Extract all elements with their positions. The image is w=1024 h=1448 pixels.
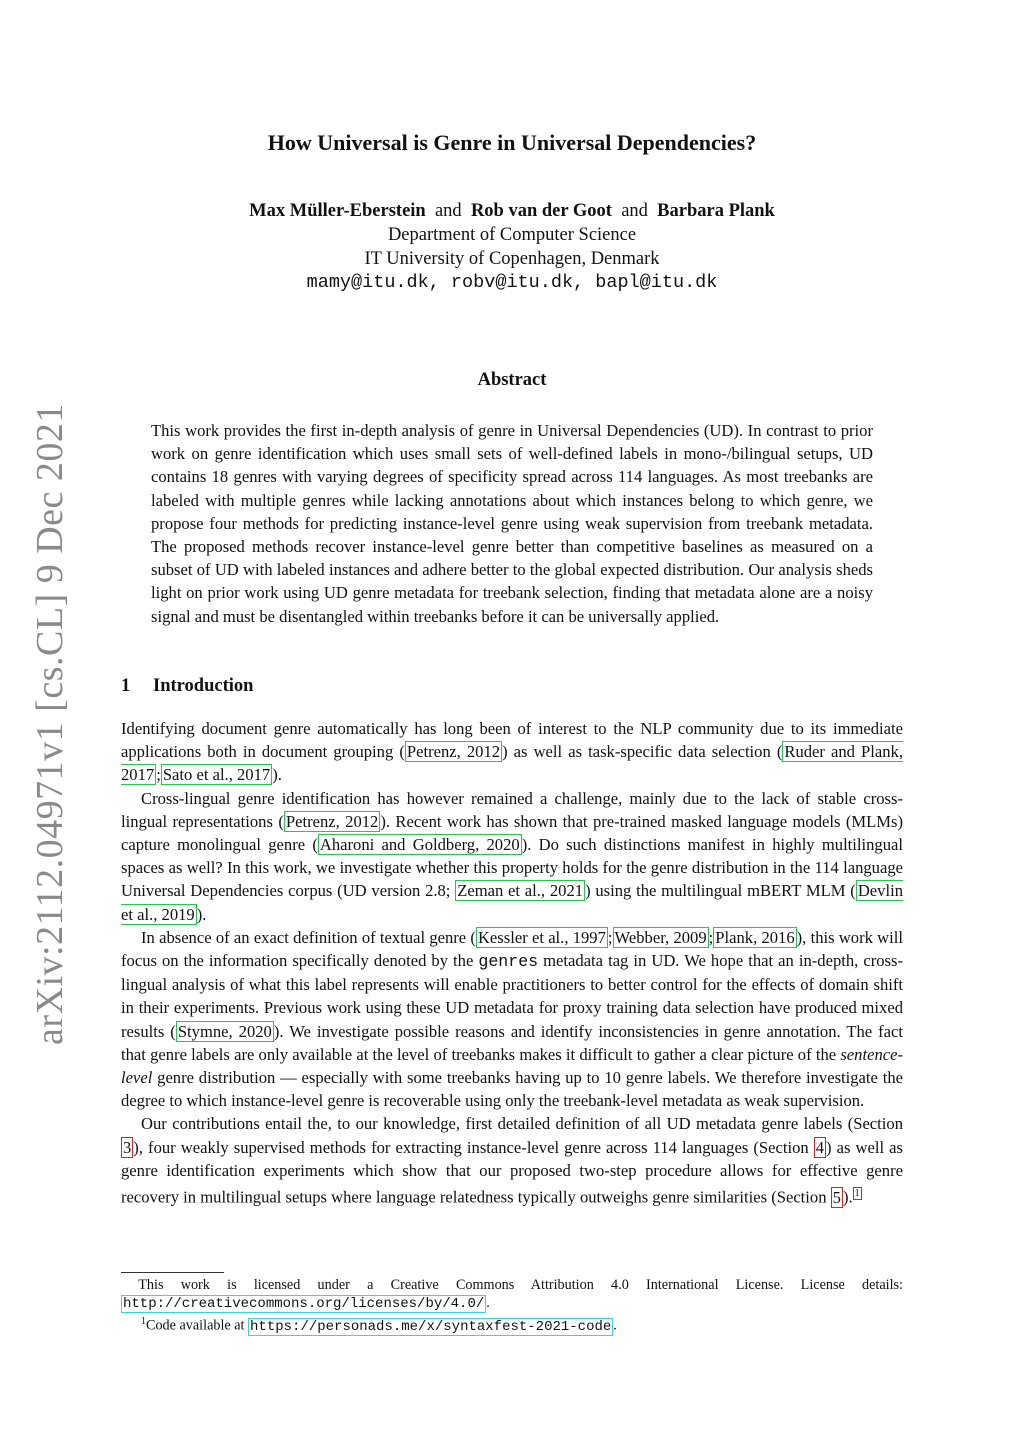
text-run: In absence of an exact definition of textual genre ( xyxy=(141,927,476,947)
text-run: ). xyxy=(272,765,282,785)
text-run: ). We investigate possible reasons and identify inconsistencies in genre annotation. The fact that genre labels are only available at the level of treebanks makes it difficult to gather a clear picture of the xyxy=(121,1021,903,1064)
text-run: Code available at xyxy=(146,1317,249,1334)
citation-link[interactable]: Kessler et al., 1997 xyxy=(477,927,606,947)
text-run: ) as well as task-specific data selection ( xyxy=(502,742,783,762)
section-reference-link[interactable]: 5 xyxy=(832,1187,841,1207)
text-run: ) using the multilingual mBERT MLM ( xyxy=(585,881,856,901)
author-conjunction: and xyxy=(621,201,648,221)
author-university: IT University of Copenhagen, Denmark xyxy=(364,249,660,269)
citation-link[interactable]: Devlin et al., 2019 xyxy=(121,881,903,924)
citation-link[interactable]: Aharoni and Goldberg, 2020 xyxy=(319,835,520,855)
text-run: ; xyxy=(708,927,714,947)
section-reference-link[interactable]: 3 xyxy=(123,1137,132,1157)
text-run: metadata tag in UD. We hope that an in-depth, cross-lingual analysis of what this label represents will enable practitioners to better control for the effects of domain shift in their experiments. Previous work using these UD metadata for proxy training data selection have produced mixed results ( xyxy=(121,951,903,1041)
text-run: ), four weakly supervised methods for extracting instance-level genre across 114 languages (Section xyxy=(133,1137,814,1157)
citation-link[interactable]: Zeman et al., 2021 xyxy=(457,881,584,901)
text-run: ; xyxy=(156,765,161,785)
paragraph xyxy=(121,1112,903,1208)
text-run: . xyxy=(486,1295,490,1311)
text-run: Identifying document genre automatically has long been of interest to the NLP community due to its immediate applications both in document grouping ( xyxy=(121,719,903,762)
footnotes xyxy=(121,1276,903,1336)
author-department: Department of Computer Science xyxy=(387,225,637,245)
footnote-divider xyxy=(121,1272,224,1273)
section-reference-link[interactable]: 4 xyxy=(815,1137,825,1157)
text-run: Cross-lingual genre identification has however remained a challenge, mainly due to the lack of stable cross-lingual representations ( xyxy=(121,788,903,831)
emphasis: sentence-level xyxy=(121,1044,903,1088)
citation-link[interactable]: Ruder and Plank, 2017 xyxy=(121,742,903,785)
paragraph xyxy=(121,717,903,787)
text-run: Our contributions entail the, to our knowledge, first detailed definition of all UD metadata genre labels (Section xyxy=(141,1114,903,1134)
text-run: ), this work will focus on the information specifically denoted by the xyxy=(121,927,903,971)
arxiv-identifier: arXiv:2112.04971v1 [cs.CL] 9 Dec 2021 xyxy=(29,403,71,1045)
text-run: . xyxy=(613,1317,617,1334)
text-run: ). xyxy=(196,904,207,924)
citation-link[interactable]: Petrenz, 2012 xyxy=(285,811,379,831)
code-url-link[interactable]: https://personads.me/x/syntaxfest-2021-code xyxy=(250,1318,612,1335)
paragraph xyxy=(121,926,903,1113)
text-run: ). xyxy=(842,1187,853,1207)
section-title: Introduction xyxy=(153,676,254,696)
introduction-body xyxy=(121,717,903,1209)
author-name: Barbara Plank xyxy=(657,201,775,221)
section-heading xyxy=(121,676,253,697)
text-run: genre distribution — especially with some treebanks having up to 10 genre labels. We therefore investigate the degree to which instance-level genre is recoverable using only the treebank-level metadata as weak supervision. xyxy=(121,1068,903,1111)
abstract-text: This work provides the first in-depth analysis of genre in Universal Dependencies (UD). In contrast to prior work on genre identification which uses small sets of well-defined labels in mono-/bilingual setups, UD contains 18 genres with varying degrees of specificity spread across 114 languages. As most treebanks are labeled with multiple genres while lacking annotations about which instances belong to which genre, we propose four methods for predicting instance-level genre using weak supervision from treebank metadata. The proposed methods recover instance-level genre better than competitive baselines as measured on a subset of UD with labeled instances and adhere better to the global expected distribution. Our analysis sheds light on prior work using UD genre metadata for treebank selection, finding that metadata alone are a noisy signal and must be disentangled within treebanks before it can be universally applied. xyxy=(151,421,873,626)
text-run: ). Recent work has shown that pre-trained masked language models (MLMs) capture monolingual genre ( xyxy=(121,811,903,855)
citation-link[interactable]: Plank, 2016 xyxy=(715,927,795,947)
author-name: Max Müller-Eberstein xyxy=(249,201,426,221)
paragraph xyxy=(121,787,903,926)
citation-link[interactable]: Sato et al., 2017 xyxy=(162,765,271,785)
section-number: 1 xyxy=(121,676,131,696)
footnote-marker-link[interactable]: 1 xyxy=(854,1188,860,1200)
code-footnote xyxy=(121,1313,903,1336)
abstract-heading: Abstract xyxy=(477,370,547,390)
author-block xyxy=(0,199,1024,295)
author-name: Rob van der Goot xyxy=(470,201,612,221)
paper-title: How Universal is Genre in Universal Dependencies? xyxy=(267,130,757,155)
citation-link[interactable]: Webber, 2009 xyxy=(614,927,707,947)
citation-link[interactable]: Petrenz, 2012 xyxy=(406,742,501,762)
text-run: ) as well as genre identification experiments which show that our proposed two-step procedure allows for effective genre recovery in multilingual setups where language relatedness typically outweighs genre similarities (Section xyxy=(121,1137,904,1207)
footnote-number: 1 xyxy=(141,1316,146,1327)
license-footnote xyxy=(121,1276,903,1313)
text-run: ; xyxy=(607,927,613,947)
author-conjunction: and xyxy=(434,201,462,221)
citation-link[interactable]: Stymne, 2020 xyxy=(177,1021,272,1041)
text-run: ). Do such distinctions manifest in highly multilingual spaces as well? In this work, we investigate whether this property holds for the genre distribution in the 114 language Universal Dependencies corpus (UD version 2.8; xyxy=(121,835,903,901)
author-emails: mamy@itu.dk, robv@itu.dk, bapl@itu.dk xyxy=(306,272,718,293)
license-url-link[interactable]: http://creativecommons.org/licenses/by/4.0/ xyxy=(123,1296,485,1312)
metadata-tag: genres xyxy=(478,952,539,972)
text-run: This work is licensed under a Creative Commons Attribution 4.0 International License. License details: xyxy=(138,1277,904,1293)
